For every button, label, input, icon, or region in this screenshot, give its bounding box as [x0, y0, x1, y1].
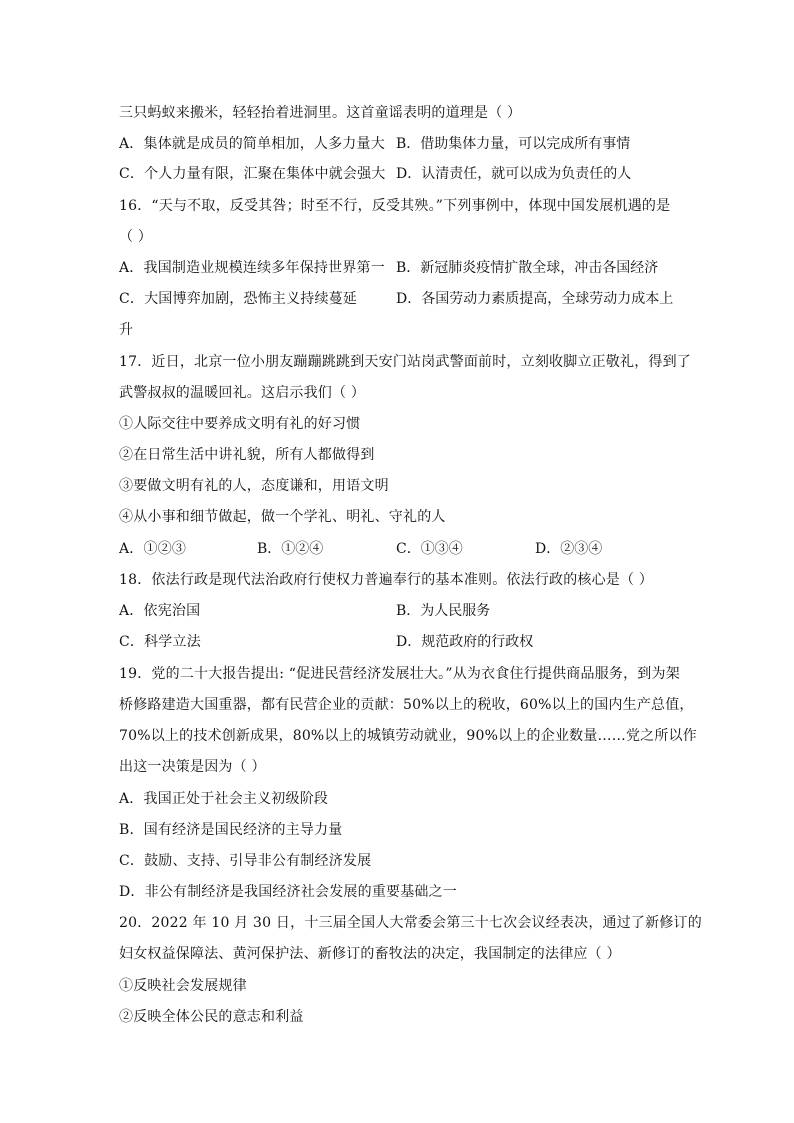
- q18-option-d: D．规范政府的行政权: [396, 634, 534, 650]
- q20-stem-line1: 20．2022 年 10 月 30 日，十三届全国人大常委会第三十七次会议经表决，通过了新修订的: [119, 915, 702, 931]
- q17-option-b: B．①②④: [257, 541, 324, 557]
- q20-item-2: ②反映全体公民的意志和利益: [119, 1009, 304, 1025]
- q17-stem-line1: 17．近日，北京一位小朋友蹦蹦跳跳到天安门站岗武警面前时，立刻收脚立正敬礼，得到了: [119, 354, 692, 370]
- q18-option-b: B．为人民服务: [396, 603, 491, 619]
- q20-stem-line2: 妇女权益保障法、黄河保护法、新修订的畜牧法的决定，我国制定的法律应（ ）: [119, 946, 621, 962]
- q16-option-d-line2: 升: [119, 322, 134, 338]
- q19-stem-line2: 桥修路建造大国重器，都有民营企业的贡献：50%以上的税收，60%以上的国内生产总值，: [119, 697, 694, 713]
- q20-item-1: ①反映社会发展规律: [119, 978, 247, 994]
- q18-option-a: A．依宪治国: [119, 603, 201, 619]
- q19-option-a: A．我国正处于社会主义初级阶段: [119, 791, 329, 807]
- q15-option-a: A．集体就是成员的简单相加，人多力量大: [119, 136, 385, 152]
- q15-option-c: C．个人力量有限，汇聚在集体中就会强大: [119, 166, 386, 182]
- q16-option-a: A．我国制造业规模连续多年保持世界第一: [119, 260, 385, 276]
- q19-stem-line3: 70%以上的技术创新成果，80%以上的城镇劳动就业，90%以上的企业数量……党之所以作: [119, 728, 697, 744]
- q16-option-c: C．大国博弈加剧，恐怖主义持续蔓延: [119, 291, 358, 307]
- q19-option-c: C．鼓励、支持、引导非公有制经济发展: [119, 853, 372, 869]
- q16-option-d-line1: D．各国劳动力素质提高，全球劳动力成本上: [396, 291, 674, 307]
- q17-option-c: C．①③④: [396, 541, 463, 557]
- q19-option-b: B．国有经济是国民经济的主导力量: [119, 822, 343, 838]
- q16-option-b: B．新冠肺炎疫情扩散全球，冲击各国经济: [396, 260, 659, 276]
- q19-stem-line1: 19．党的二十大报告提出: “促进民营经济发展壮大。”从为衣食住行提供商品服务，到为架: [119, 666, 680, 682]
- q17-option-d: D．②③④: [535, 541, 603, 557]
- q18-option-c: C．科学立法: [119, 634, 201, 650]
- q17-stem-line2: 武警叔叔的温暖回礼。这启示我们（ ）: [119, 385, 366, 401]
- q16-stem-line2: （ ）: [119, 229, 153, 245]
- q15-option-b: B．借助集体力量，可以完成所有事情: [396, 136, 631, 152]
- q15-option-d: D．认清责任，就可以成为负责任的人: [396, 166, 632, 182]
- q19-stem-line4: 出这一决策是因为（ ）: [119, 759, 266, 775]
- q17-item-1: ①人际交往中要养成文明有礼的好习惯: [119, 416, 361, 432]
- q15-stem-tail: 三只蚂蚁来搬米，轻轻抬着进洞里。这首童谣表明的道理是（ ）: [119, 105, 522, 121]
- q17-item-3: ③要做文明有礼的人，态度谦和，用语文明: [119, 478, 389, 494]
- q17-option-a: A．①②③: [119, 541, 187, 557]
- q18-stem: 18．依法行政是现代法治政府行使权力普遍奉行的基本准则。依法行政的核心是（ ）: [119, 572, 654, 588]
- q17-item-2: ②在日常生活中讲礼貌，所有人都做得到: [119, 447, 375, 463]
- q16-stem-line1: 16．“天与不取，反受其咎；时至不行，反受其殃。”下列事例中，体现中国发展机遇的是: [119, 198, 671, 214]
- q17-item-4: ④从小事和细节做起，做一个学礼、明礼、守礼的人: [119, 509, 446, 525]
- q19-option-d: D．非公有制经济是我国经济社会发展的重要基础之一: [119, 884, 458, 900]
